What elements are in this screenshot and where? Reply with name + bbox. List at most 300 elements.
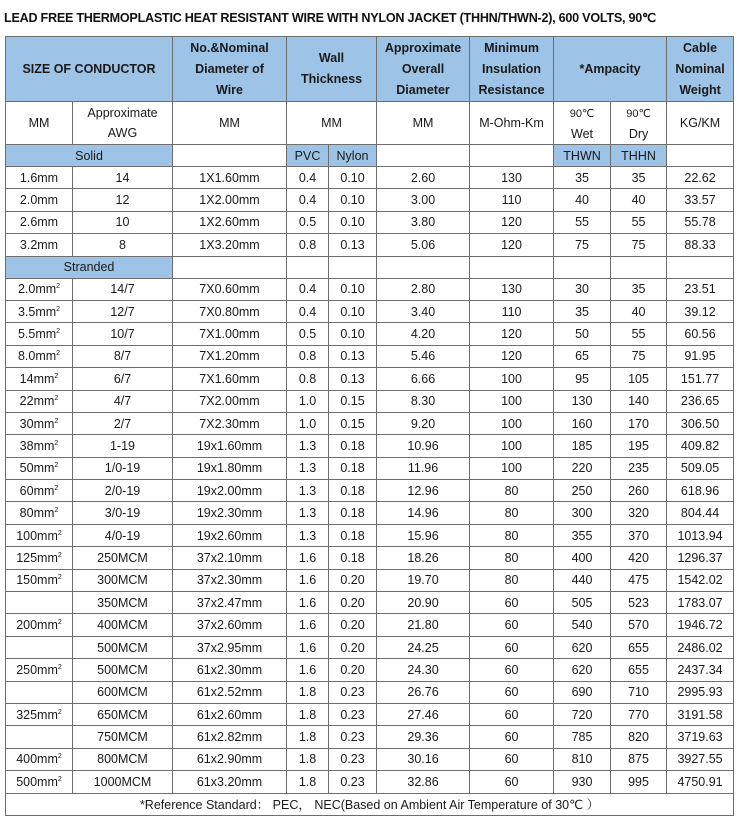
unit-insulation: M-Ohm-Km — [470, 102, 554, 145]
cell-od: 4.20 — [377, 323, 470, 345]
cell-dry: 55 — [611, 211, 667, 233]
superscript-squared: 2 — [57, 574, 62, 582]
table-row — [6, 771, 734, 793]
cell-wet: 620 — [554, 659, 611, 681]
cell-awg: 4/0-19 — [73, 524, 173, 546]
superscript-squared: 2 — [56, 283, 61, 291]
cell-wt: 2486.02 — [667, 636, 734, 658]
section-solid: Solid — [6, 145, 173, 167]
cell-dia: 37x2.10mm — [173, 547, 287, 569]
cell-pvc: 1.6 — [287, 569, 329, 591]
cell-wet: 785 — [554, 726, 611, 748]
cell-dia: 37x2.30mm — [173, 569, 287, 591]
cell-nylon: 0.18 — [329, 457, 377, 479]
table-row — [6, 278, 734, 300]
cell-dry: 235 — [611, 457, 667, 479]
cell-wt: 804.44 — [667, 502, 734, 524]
cell-mm: $3.5mm^2$ — [6, 300, 73, 322]
cell-wet: 930 — [554, 771, 611, 793]
header-overall-diameter: Approximate Overall Diameter — [377, 37, 470, 102]
table-row — [6, 636, 734, 658]
cell-wet: 720 — [554, 703, 611, 725]
table-row — [6, 345, 734, 367]
empty-cell — [173, 145, 287, 167]
cell-pvc: 1.3 — [287, 524, 329, 546]
cell-dia: 19x2.00mm — [173, 480, 287, 502]
cell-pvc: 0.8 — [287, 345, 329, 367]
cell-mm: 2.0mm — [6, 189, 73, 211]
cell-awg: 1/0-19 — [73, 457, 173, 479]
cell-mm: $60mm^2$ — [6, 480, 73, 502]
table-row — [6, 592, 734, 614]
table-row — [6, 457, 734, 479]
cell-dia: 61x2.52mm — [173, 681, 287, 703]
unit-weight: KG/KM — [667, 102, 734, 145]
cell-nylon: 0.20 — [329, 614, 377, 636]
cell-wet: 690 — [554, 681, 611, 703]
cell-wet: 810 — [554, 748, 611, 770]
cell-awg: 12 — [73, 189, 173, 211]
cell-awg: 750MCM — [73, 726, 173, 748]
cell-od: 2.80 — [377, 278, 470, 300]
cell-mm — [6, 636, 73, 658]
empty-cell — [667, 145, 734, 167]
cell-dia: 61x2.60mm — [173, 703, 287, 725]
cell-awg: 14 — [73, 167, 173, 189]
cell-dia: 7X0.60mm — [173, 278, 287, 300]
table-row — [6, 234, 734, 256]
cell-nylon: 0.23 — [329, 771, 377, 793]
cell-od: 5.06 — [377, 234, 470, 256]
cell-wt: 1542.02 — [667, 569, 734, 591]
cell-dry: 260 — [611, 480, 667, 502]
cell-mm — [6, 592, 73, 614]
table-row — [6, 390, 734, 412]
table-row — [6, 189, 734, 211]
cell-dry: 35 — [611, 167, 667, 189]
cell-od: 12.96 — [377, 480, 470, 502]
cell-wet: 35 — [554, 300, 611, 322]
cell-pvc: 0.4 — [287, 167, 329, 189]
cell-nylon: 0.20 — [329, 659, 377, 681]
table-row — [6, 435, 734, 457]
cell-dia: 19x2.30mm — [173, 502, 287, 524]
cell-dry: 770 — [611, 703, 667, 725]
cell-dry: 140 — [611, 390, 667, 412]
superscript-squared: 2 — [57, 775, 62, 783]
cell-pvc: 1.3 — [287, 435, 329, 457]
cell-wet: 40 — [554, 189, 611, 211]
cell-wet: 50 — [554, 323, 611, 345]
cell-ir: 100 — [470, 435, 554, 457]
superscript-squared: 2 — [57, 753, 62, 761]
cell-ir: 60 — [470, 592, 554, 614]
cell-ir: 100 — [470, 457, 554, 479]
cell-awg: 2/0-19 — [73, 480, 173, 502]
cell-nylon: 0.23 — [329, 703, 377, 725]
cell-mm: 2.6mm — [6, 211, 73, 233]
cell-dia: 7X1.60mm — [173, 368, 287, 390]
cell-ir: 80 — [470, 569, 554, 591]
subheader-thwn: THWN — [554, 145, 611, 167]
cell-awg: 8 — [73, 234, 173, 256]
cell-dia: 37x2.60mm — [173, 614, 287, 636]
cell-pvc: 1.0 — [287, 390, 329, 412]
cell-wt: 39.12 — [667, 300, 734, 322]
cell-pvc: 1.6 — [287, 636, 329, 658]
cell-wt: 1783.07 — [667, 592, 734, 614]
cell-awg: 10 — [73, 211, 173, 233]
cell-dia: 7X1.00mm — [173, 323, 287, 345]
cell-pvc: 1.8 — [287, 748, 329, 770]
cell-wt: 3927.55 — [667, 748, 734, 770]
cell-nylon: 0.13 — [329, 345, 377, 367]
cell-od: 10.96 — [377, 435, 470, 457]
cell-wet: 355 — [554, 524, 611, 546]
unit-wet: 90℃ Wet — [554, 102, 611, 145]
cell-wet: 30 — [554, 278, 611, 300]
cell-mm: $50mm^2$ — [6, 457, 73, 479]
cell-wt: 236.65 — [667, 390, 734, 412]
header-nominal-diameter: No.&Nominal Diameter of Wire — [173, 37, 287, 102]
header-wall-thickness: Wall Thickness — [287, 37, 377, 102]
cell-awg: 6/7 — [73, 368, 173, 390]
cell-od: 15.96 — [377, 524, 470, 546]
solid-subheader-row — [6, 145, 734, 167]
cell-mm: $14mm^2$ — [6, 368, 73, 390]
cell-ir: 60 — [470, 636, 554, 658]
cell-ir: 60 — [470, 681, 554, 703]
superscript-squared: 2 — [54, 507, 59, 515]
cell-wt: 1946.72 — [667, 614, 734, 636]
cell-dia: 61x3.20mm — [173, 771, 287, 793]
cell-od: 26.76 — [377, 681, 470, 703]
cell-dry: 35 — [611, 278, 667, 300]
cell-ir: 60 — [470, 748, 554, 770]
cell-ir: 120 — [470, 345, 554, 367]
cell-dry: 523 — [611, 592, 667, 614]
cell-dry: 655 — [611, 636, 667, 658]
cell-wt: 618.96 — [667, 480, 734, 502]
cell-dry: 320 — [611, 502, 667, 524]
cell-mm: $8.0mm^2$ — [6, 345, 73, 367]
unit-awg: Approximate AWG — [73, 102, 173, 145]
cell-od: 20.90 — [377, 592, 470, 614]
cell-od: 21.80 — [377, 614, 470, 636]
cell-nylon: 0.23 — [329, 726, 377, 748]
table-row — [6, 547, 734, 569]
cell-ir: 80 — [470, 480, 554, 502]
cell-dia: 7X0.80mm — [173, 300, 287, 322]
cell-pvc: 1.8 — [287, 681, 329, 703]
cell-wet: 540 — [554, 614, 611, 636]
cell-pvc: 1.6 — [287, 592, 329, 614]
superscript-squared: 2 — [56, 328, 61, 336]
cell-wt: 88.33 — [667, 234, 734, 256]
empty-cell — [377, 256, 470, 278]
cell-dia: 7X1.20mm — [173, 345, 287, 367]
cell-dry: 195 — [611, 435, 667, 457]
cell-mm — [6, 681, 73, 703]
cell-mm: $500mm^2$ — [6, 771, 73, 793]
cell-awg: 3/0-19 — [73, 502, 173, 524]
header-insulation-resistance: Minimum Insulation Resistance — [470, 37, 554, 102]
cell-od: 3.40 — [377, 300, 470, 322]
cell-awg: 2/7 — [73, 412, 173, 434]
cell-dry: 995 — [611, 771, 667, 793]
cell-od: 3.80 — [377, 211, 470, 233]
cell-od: 11.96 — [377, 457, 470, 479]
cell-dia: 19x1.80mm — [173, 457, 287, 479]
cell-dia: 7X2.00mm — [173, 390, 287, 412]
unit-wall: MM — [287, 102, 377, 145]
cell-pvc: 0.5 — [287, 323, 329, 345]
cell-wt: 3191.58 — [667, 703, 734, 725]
superscript-squared: 2 — [57, 619, 62, 627]
empty-cell — [667, 256, 734, 278]
cell-dia: 61x2.30mm — [173, 659, 287, 681]
cell-awg: 500MCM — [73, 636, 173, 658]
cell-nylon: 0.15 — [329, 412, 377, 434]
cell-nylon: 0.18 — [329, 480, 377, 502]
cell-pvc: 1.3 — [287, 457, 329, 479]
cell-nylon: 0.10 — [329, 278, 377, 300]
cell-mm: $38mm^2$ — [6, 435, 73, 457]
cell-ir: 110 — [470, 189, 554, 211]
cell-wet: 185 — [554, 435, 611, 457]
header-ampacity: *Ampacity — [554, 37, 667, 102]
cell-wt: 1013.94 — [667, 524, 734, 546]
cell-od: 6.66 — [377, 368, 470, 390]
cell-awg: 8/7 — [73, 345, 173, 367]
cell-mm: $30mm^2$ — [6, 412, 73, 434]
cell-awg: 800MCM — [73, 748, 173, 770]
empty-cell — [554, 256, 611, 278]
cell-wt: 306.50 — [667, 412, 734, 434]
cell-ir: 80 — [470, 547, 554, 569]
superscript-squared: 2 — [54, 372, 59, 380]
empty-cell — [377, 145, 470, 167]
cell-mm: $400mm^2$ — [6, 748, 73, 770]
cell-ir: 100 — [470, 412, 554, 434]
cell-dia: 1X2.00mm — [173, 189, 287, 211]
cell-awg: 250MCM — [73, 547, 173, 569]
cell-dia: 61x2.90mm — [173, 748, 287, 770]
cell-od: 24.25 — [377, 636, 470, 658]
cell-mm: $2.0mm^2$ — [6, 278, 73, 300]
cell-od: 32.86 — [377, 771, 470, 793]
cell-wt: 2437.34 — [667, 659, 734, 681]
superscript-squared: 2 — [57, 708, 62, 716]
superscript-squared: 2 — [54, 439, 59, 447]
table-row — [6, 211, 734, 233]
cell-dry: 75 — [611, 234, 667, 256]
cell-awg: 1-19 — [73, 435, 173, 457]
empty-cell — [173, 256, 287, 278]
cell-ir: 120 — [470, 211, 554, 233]
cell-nylon: 0.18 — [329, 502, 377, 524]
cell-dry: 40 — [611, 189, 667, 211]
cell-wet: 160 — [554, 412, 611, 434]
cell-nylon: 0.23 — [329, 681, 377, 703]
cell-nylon: 0.18 — [329, 524, 377, 546]
empty-cell — [329, 256, 377, 278]
cell-mm: $325mm^2$ — [6, 703, 73, 725]
table-row — [6, 480, 734, 502]
cell-wt: 509.05 — [667, 457, 734, 479]
header-cable-weight: Cable Nominal Weight — [667, 37, 734, 102]
table-row — [6, 748, 734, 770]
cell-wt: 409.82 — [667, 435, 734, 457]
cell-od: 30.16 — [377, 748, 470, 770]
cell-wet: 400 — [554, 547, 611, 569]
table-row — [6, 703, 734, 725]
empty-cell — [470, 145, 554, 167]
cell-awg: 1000MCM — [73, 771, 173, 793]
cell-ir: 60 — [470, 726, 554, 748]
cell-wet: 35 — [554, 167, 611, 189]
cell-dry: 370 — [611, 524, 667, 546]
table-row — [6, 412, 734, 434]
cell-od: 24.30 — [377, 659, 470, 681]
cell-wt: 22.62 — [667, 167, 734, 189]
cell-nylon: 0.23 — [329, 748, 377, 770]
header-row — [6, 37, 734, 102]
cell-dry: 475 — [611, 569, 667, 591]
cell-pvc: 1.3 — [287, 480, 329, 502]
unit-diameter: MM — [173, 102, 287, 145]
cell-dry: 55 — [611, 323, 667, 345]
cell-pvc: 1.6 — [287, 547, 329, 569]
empty-cell — [611, 256, 667, 278]
superscript-squared: 2 — [57, 663, 62, 671]
cell-wet: 300 — [554, 502, 611, 524]
subheader-thhn: THHN — [611, 145, 667, 167]
cell-pvc: 0.4 — [287, 300, 329, 322]
cell-dia: 7X2.30mm — [173, 412, 287, 434]
cell-awg: 500MCM — [73, 659, 173, 681]
cell-dry: 420 — [611, 547, 667, 569]
cell-nylon: 0.10 — [329, 189, 377, 211]
cell-wet: 65 — [554, 345, 611, 367]
table-row — [6, 502, 734, 524]
superscript-squared: 2 — [56, 305, 61, 313]
cell-dia: 37x2.95mm — [173, 636, 287, 658]
table-row — [6, 681, 734, 703]
cell-pvc: 1.8 — [287, 771, 329, 793]
cell-mm: $125mm^2$ — [6, 547, 73, 569]
cell-awg: 600MCM — [73, 681, 173, 703]
cell-awg: 14/7 — [73, 278, 173, 300]
cell-od: 5.46 — [377, 345, 470, 367]
cell-wet: 220 — [554, 457, 611, 479]
cell-ir: 60 — [470, 703, 554, 725]
table-row — [6, 659, 734, 681]
cell-dry: 655 — [611, 659, 667, 681]
superscript-squared: 2 — [57, 551, 62, 559]
superscript-squared: 2 — [54, 462, 59, 470]
cell-wet: 250 — [554, 480, 611, 502]
cell-dry: 710 — [611, 681, 667, 703]
cell-od: 27.46 — [377, 703, 470, 725]
cell-mm: $200mm^2$ — [6, 614, 73, 636]
cell-wet: 75 — [554, 234, 611, 256]
cell-ir: 60 — [470, 659, 554, 681]
cell-awg: 4/7 — [73, 390, 173, 412]
cell-wt: 60.56 — [667, 323, 734, 345]
table-row — [6, 726, 734, 748]
cell-wt: 91.95 — [667, 345, 734, 367]
table-row — [6, 323, 734, 345]
cell-mm: $22mm^2$ — [6, 390, 73, 412]
cell-dia: 1X2.60mm — [173, 211, 287, 233]
cell-pvc: 1.8 — [287, 703, 329, 725]
cell-mm — [6, 726, 73, 748]
superscript-squared: 2 — [54, 417, 59, 425]
cell-ir: 60 — [470, 614, 554, 636]
cell-pvc: 1.0 — [287, 412, 329, 434]
unit-dry: 90℃ Dry — [611, 102, 667, 145]
cell-od: 29.36 — [377, 726, 470, 748]
superscript-squared: 2 — [54, 395, 59, 403]
page-title: LEAD FREE THERMOPLASTIC HEAT RESISTANT WIRE WITH NYLON JACKET (THHN/THWN-2), 600 VOLTS, 90℃ — [4, 11, 656, 25]
cell-wt: 1296.37 — [667, 547, 734, 569]
superscript-squared: 2 — [54, 484, 59, 492]
subheader-nylon: Nylon — [329, 145, 377, 167]
cell-wt: 3719.63 — [667, 726, 734, 748]
cell-ir: 100 — [470, 368, 554, 390]
cell-mm: $80mm^2$ — [6, 502, 73, 524]
cell-od: 9.20 — [377, 412, 470, 434]
cell-dia: 19x2.60mm — [173, 524, 287, 546]
cell-awg: 650MCM — [73, 703, 173, 725]
superscript-squared: 2 — [56, 350, 61, 358]
cell-od: 8.30 — [377, 390, 470, 412]
cell-od: 2.60 — [377, 167, 470, 189]
cell-pvc: 1.6 — [287, 659, 329, 681]
section-stranded: Stranded — [6, 256, 173, 278]
cell-nylon: 0.20 — [329, 569, 377, 591]
cell-nylon: 0.18 — [329, 547, 377, 569]
cell-mm: 1.6mm — [6, 167, 73, 189]
cell-ir: 100 — [470, 390, 554, 412]
cell-od: 18.26 — [377, 547, 470, 569]
cell-pvc: 1.6 — [287, 614, 329, 636]
cell-nylon: 0.15 — [329, 390, 377, 412]
cell-wet: 55 — [554, 211, 611, 233]
cell-pvc: 0.4 — [287, 189, 329, 211]
units-row — [6, 102, 734, 145]
cell-ir: 80 — [470, 502, 554, 524]
cell-od: 19.70 — [377, 569, 470, 591]
cell-mm: $250mm^2$ — [6, 659, 73, 681]
unit-size-mm: MM — [6, 102, 73, 145]
cell-od: 14.96 — [377, 502, 470, 524]
cell-pvc: 1.3 — [287, 502, 329, 524]
cell-pvc: 1.8 — [287, 726, 329, 748]
cell-nylon: 0.13 — [329, 234, 377, 256]
cell-nylon: 0.18 — [329, 435, 377, 457]
cell-awg: 10/7 — [73, 323, 173, 345]
cell-ir: 120 — [470, 323, 554, 345]
cell-dia: 37x2.47mm — [173, 592, 287, 614]
cell-dry: 105 — [611, 368, 667, 390]
cell-wet: 620 — [554, 636, 611, 658]
cell-od: 3.00 — [377, 189, 470, 211]
cell-mm: $150mm^2$ — [6, 569, 73, 591]
cell-dry: 875 — [611, 748, 667, 770]
cell-nylon: 0.20 — [329, 636, 377, 658]
